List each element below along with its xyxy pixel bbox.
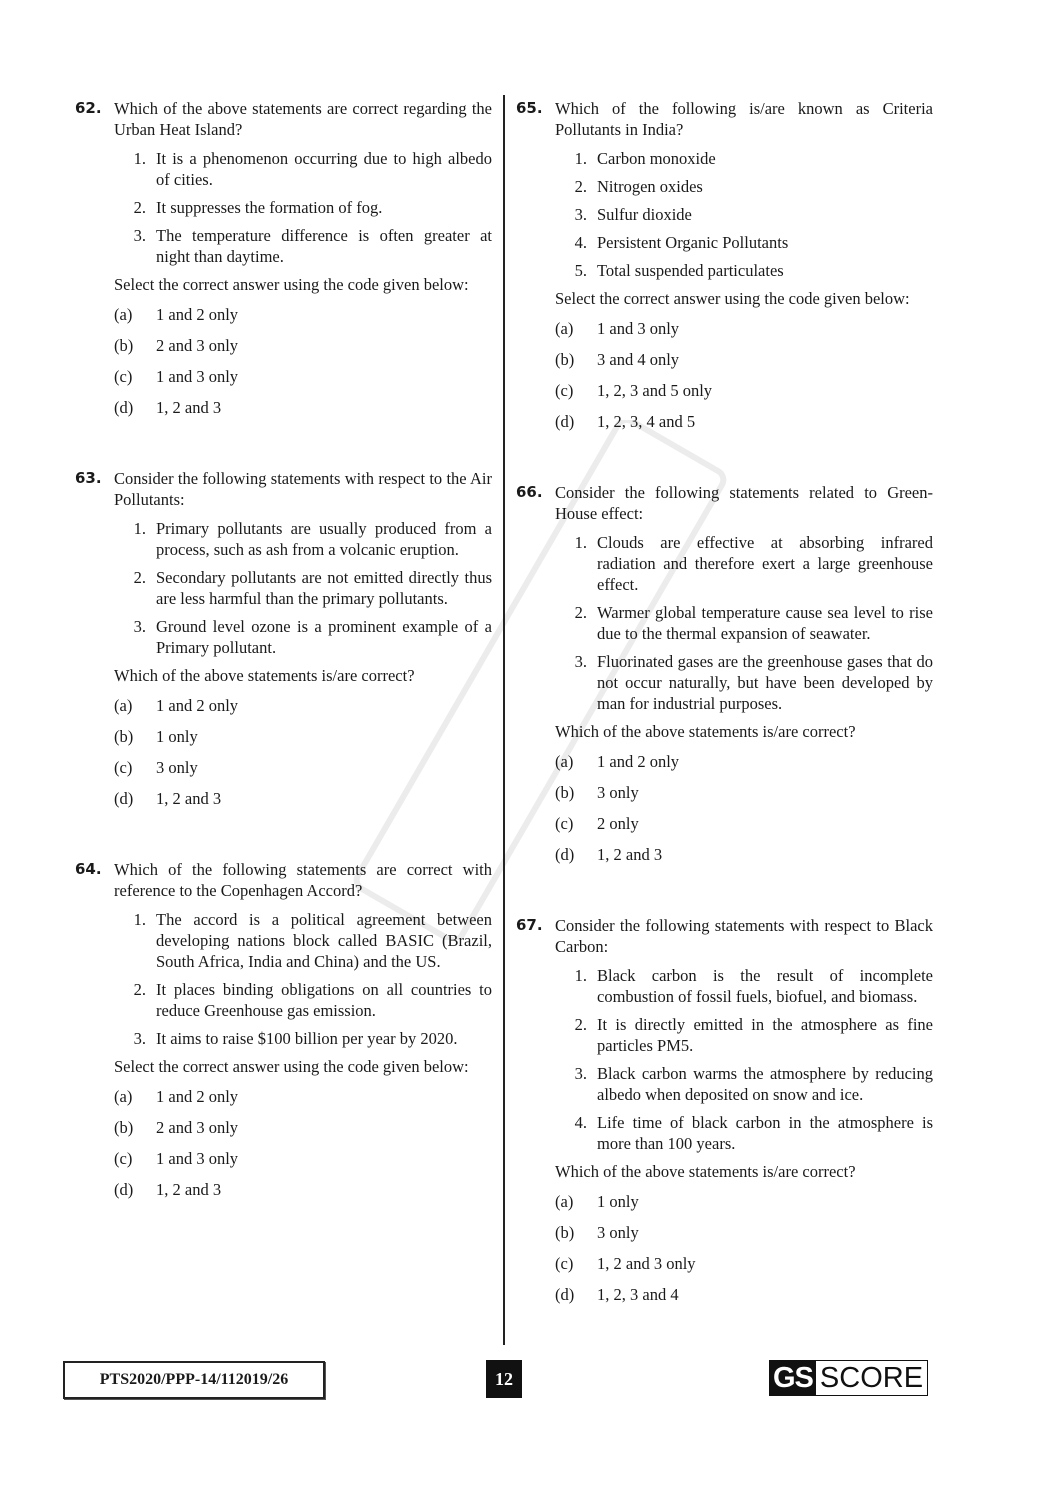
answer-option — [555, 782, 933, 813]
statement-number: 4. — [574, 233, 587, 252]
question-number: 65. — [516, 99, 543, 117]
answer-option — [555, 380, 933, 411]
logo-score: SCORE — [816, 1361, 927, 1395]
answer-option — [114, 757, 492, 788]
option-label: (c) — [555, 814, 574, 833]
option-text: 1, 2 and 3 — [156, 789, 222, 808]
statement-text: It aims to raise $100 billion per year by 2020. — [156, 1029, 458, 1048]
statement-number: 2. — [574, 1015, 587, 1034]
option-text: 1 and 2 only — [156, 305, 239, 324]
option-label: (c) — [555, 381, 574, 400]
answer-option — [114, 1117, 492, 1148]
option-label: (d) — [555, 1285, 575, 1304]
answer-option — [114, 397, 492, 428]
answer-option — [114, 788, 492, 819]
option-text: 1 and 2 only — [597, 752, 680, 771]
option-label: (d) — [555, 845, 575, 864]
statement-number: 3. — [574, 205, 587, 224]
statement-text: Fluorinated gases are the greenhouse gases that do not occur naturally, but have been developed by man for industrial purposes. — [597, 652, 933, 713]
option-list — [114, 1086, 492, 1210]
option-text: 3 and 4 only — [597, 350, 680, 369]
option-label: (d) — [555, 412, 575, 431]
statement-number: 1. — [574, 966, 587, 985]
statement — [114, 616, 492, 658]
question-64 — [75, 859, 492, 1210]
question-66 — [516, 482, 933, 875]
statement-text: Clouds are effective at absorbing infrared radiation and therefore exert a large greenhouse effect. — [597, 533, 933, 594]
option-text: 1, 2 and 3 — [156, 1180, 222, 1199]
statement — [555, 148, 933, 169]
option-label: (b) — [114, 727, 134, 746]
option-label: (d) — [114, 789, 134, 808]
answer-option — [555, 1253, 933, 1284]
statement-text: It is directly emitted in the atmosphere as fine particles PM5. — [597, 1015, 933, 1055]
answer-option — [555, 1191, 933, 1222]
option-list — [555, 1191, 933, 1315]
statement-number: 2. — [133, 568, 146, 587]
page-number: 12 — [486, 1360, 522, 1398]
option-text: 1 and 3 only — [156, 1149, 239, 1168]
gs-score-logo — [769, 1360, 928, 1396]
statement-number: 2. — [133, 980, 146, 999]
statement-number: 1. — [574, 533, 587, 552]
statement — [114, 197, 492, 218]
answer-option — [555, 349, 933, 380]
option-label: (b) — [555, 783, 575, 802]
statement-text: Black carbon warms the atmosphere by reducing albedo when deposited on snow and ice. — [597, 1064, 933, 1104]
statement-number: 2. — [574, 603, 587, 622]
statement — [114, 518, 492, 560]
question-header — [516, 98, 933, 140]
column-divider — [503, 95, 505, 1345]
answer-option — [555, 1222, 933, 1253]
statement — [555, 651, 933, 714]
option-text: 2 and 3 only — [156, 336, 239, 355]
question-text: Which of the above statements are correct regarding the Urban Heat Island? — [114, 99, 492, 139]
option-label: (c) — [114, 367, 133, 386]
statement-number: 2. — [133, 198, 146, 217]
option-text: 2 only — [597, 814, 639, 833]
option-text: 1, 2 and 3 only — [597, 1254, 696, 1273]
option-label: (c) — [114, 1149, 133, 1168]
statement-number: 1. — [133, 519, 146, 538]
question-header — [75, 859, 492, 901]
option-label: (d) — [114, 398, 134, 417]
statement-number: 3. — [574, 652, 587, 671]
option-label: (d) — [114, 1180, 134, 1199]
question-header — [516, 482, 933, 524]
statement — [114, 225, 492, 267]
answer-option — [114, 304, 492, 335]
option-text: 1, 2 and 3 — [597, 845, 663, 864]
statement-list — [114, 909, 492, 1049]
option-text: 1, 2, 3 and 5 only — [597, 381, 713, 400]
question-instruction: Select the correct answer using the code given below: — [114, 275, 469, 294]
statement-number: 1. — [133, 149, 146, 168]
question-65 — [516, 98, 933, 442]
option-text: 1, 2 and 3 — [156, 398, 222, 417]
option-text: 1 only — [597, 1192, 639, 1211]
answer-option — [114, 1148, 492, 1179]
question-header — [75, 98, 492, 140]
statement-text: Warmer global temperature cause sea level to rise due to the thermal expansion of seawater. — [597, 603, 933, 643]
statement-text: The accord is a political agreement between developing nations block called BASIC (Brazil, South Africa, India and China) and the US. — [156, 910, 492, 971]
option-label: (b) — [114, 336, 134, 355]
answer-option — [114, 726, 492, 757]
option-label: (c) — [114, 758, 133, 777]
answer-option — [555, 411, 933, 442]
statement-text: Ground level ozone is a prominent example of a Primary pollutant. — [156, 617, 492, 657]
question-instruction: Select the correct answer using the code given below: — [555, 289, 910, 308]
statement-text: Black carbon is the result of incomplete combustion of fossil fuels, biofuel, and biomass. — [597, 966, 933, 1006]
option-list — [114, 695, 492, 819]
option-text: 1 and 2 only — [156, 1087, 239, 1106]
question-63 — [75, 468, 492, 819]
option-list — [114, 304, 492, 428]
option-label: (a) — [555, 752, 574, 771]
question-number: 67. — [516, 916, 543, 934]
statement — [555, 232, 933, 253]
question-text: Consider the following statements with respect to the Air Pollutants: — [114, 469, 492, 509]
option-label: (a) — [114, 1087, 133, 1106]
statement-list — [555, 965, 933, 1154]
logo-gs: GS — [770, 1361, 816, 1395]
answer-option — [114, 366, 492, 397]
option-text: 3 only — [597, 783, 639, 802]
answer-option — [555, 318, 933, 349]
option-label: (a) — [555, 1192, 574, 1211]
statement-number: 3. — [133, 1029, 146, 1048]
statement-text: Carbon monoxide — [597, 149, 716, 168]
question-header — [75, 468, 492, 510]
answer-option — [555, 844, 933, 875]
question-instruction: Which of the above statements is/are correct? — [555, 1162, 856, 1181]
question-67 — [516, 915, 933, 1315]
paper-code: PTS2020/PPP-14/112019/26 — [63, 1361, 325, 1399]
statement-list — [114, 148, 492, 267]
option-label: (a) — [555, 319, 574, 338]
option-label: (c) — [555, 1254, 574, 1273]
option-text: 1, 2, 3 and 4 — [597, 1285, 679, 1304]
option-label: (b) — [555, 1223, 575, 1242]
question-text: Which of the following is/are known as Criteria Pollutants in India? — [555, 99, 933, 139]
statement — [555, 260, 933, 281]
statement-list — [555, 532, 933, 714]
question-text: Consider the following statements with respect to Black Carbon: — [555, 916, 933, 956]
statement-text: Life time of black carbon in the atmosphere is more than 100 years. — [597, 1113, 933, 1153]
statement — [555, 1063, 933, 1105]
statement — [555, 204, 933, 225]
question-instruction: Which of the above statements is/are correct? — [114, 666, 415, 685]
statement — [555, 176, 933, 197]
question-number: 64. — [75, 860, 102, 878]
question-instruction: Which of the above statements is/are correct? — [555, 722, 856, 741]
option-label: (a) — [114, 305, 133, 324]
question-number: 66. — [516, 483, 543, 501]
statement-number: 3. — [133, 226, 146, 245]
statement-number: 1. — [574, 149, 587, 168]
answer-option — [114, 695, 492, 726]
option-list — [555, 751, 933, 875]
statement-number: 1. — [133, 910, 146, 929]
statement — [555, 602, 933, 644]
statement-text: Sulfur dioxide — [597, 205, 692, 224]
statement-number: 5. — [574, 261, 587, 280]
statement-list — [114, 518, 492, 658]
question-number: 62. — [75, 99, 102, 117]
statement — [114, 979, 492, 1021]
option-label: (b) — [555, 350, 575, 369]
question-62 — [75, 98, 492, 428]
question-instruction: Select the correct answer using the code given below: — [114, 1057, 469, 1076]
left-column — [75, 98, 492, 1250]
statement — [114, 909, 492, 972]
question-number: 63. — [75, 469, 102, 487]
statement-text: Total suspended particulates — [597, 261, 784, 280]
answer-option — [555, 813, 933, 844]
statement-number: 4. — [574, 1113, 587, 1132]
answer-option — [114, 335, 492, 366]
question-header — [516, 915, 933, 957]
statement-text: It places binding obligations on all countries to reduce Greenhouse gas emission. — [156, 980, 492, 1020]
statement-text: The temperature difference is often greater at night than daytime. — [156, 226, 492, 266]
statement-text: It suppresses the formation of fog. — [156, 198, 383, 217]
option-text: 1 and 2 only — [156, 696, 239, 715]
statement-number: 2. — [574, 177, 587, 196]
answer-option — [114, 1179, 492, 1210]
option-text: 2 and 3 only — [156, 1118, 239, 1137]
option-list — [555, 318, 933, 442]
statement-text: Nitrogen oxides — [597, 177, 703, 196]
statement-list — [555, 148, 933, 281]
answer-option — [114, 1086, 492, 1117]
option-text: 3 only — [597, 1223, 639, 1242]
statement-text: Persistent Organic Pollutants — [597, 233, 789, 252]
option-text: 1, 2, 3, 4 and 5 — [597, 412, 696, 431]
question-text: Consider the following statements related to Green-House effect: — [555, 483, 933, 523]
statement — [114, 1028, 492, 1049]
option-label: (a) — [114, 696, 133, 715]
option-text: 1 and 3 only — [156, 367, 239, 386]
statement — [555, 1112, 933, 1154]
statement-text: Primary pollutants are usually produced from a process, such as ash from a volcanic eruption. — [156, 519, 492, 559]
statement — [555, 1014, 933, 1056]
statement-text: Secondary pollutants are not emitted directly thus are less harmful than the primary pollutants. — [156, 568, 492, 608]
answer-option — [555, 751, 933, 782]
statement — [555, 965, 933, 1007]
option-text: 1 only — [156, 727, 198, 746]
statement — [114, 567, 492, 609]
option-label: (b) — [114, 1118, 134, 1137]
option-text: 1 and 3 only — [597, 319, 680, 338]
right-column — [516, 98, 933, 1355]
answer-option — [555, 1284, 933, 1315]
option-text: 3 only — [156, 758, 198, 777]
statement — [555, 532, 933, 595]
statement-number: 3. — [574, 1064, 587, 1083]
statement — [114, 148, 492, 190]
statement-text: It is a phenomenon occurring due to high albedo of cities. — [156, 149, 492, 189]
question-text: Which of the following statements are correct with reference to the Copenhagen Accord? — [114, 860, 492, 900]
statement-number: 3. — [133, 617, 146, 636]
